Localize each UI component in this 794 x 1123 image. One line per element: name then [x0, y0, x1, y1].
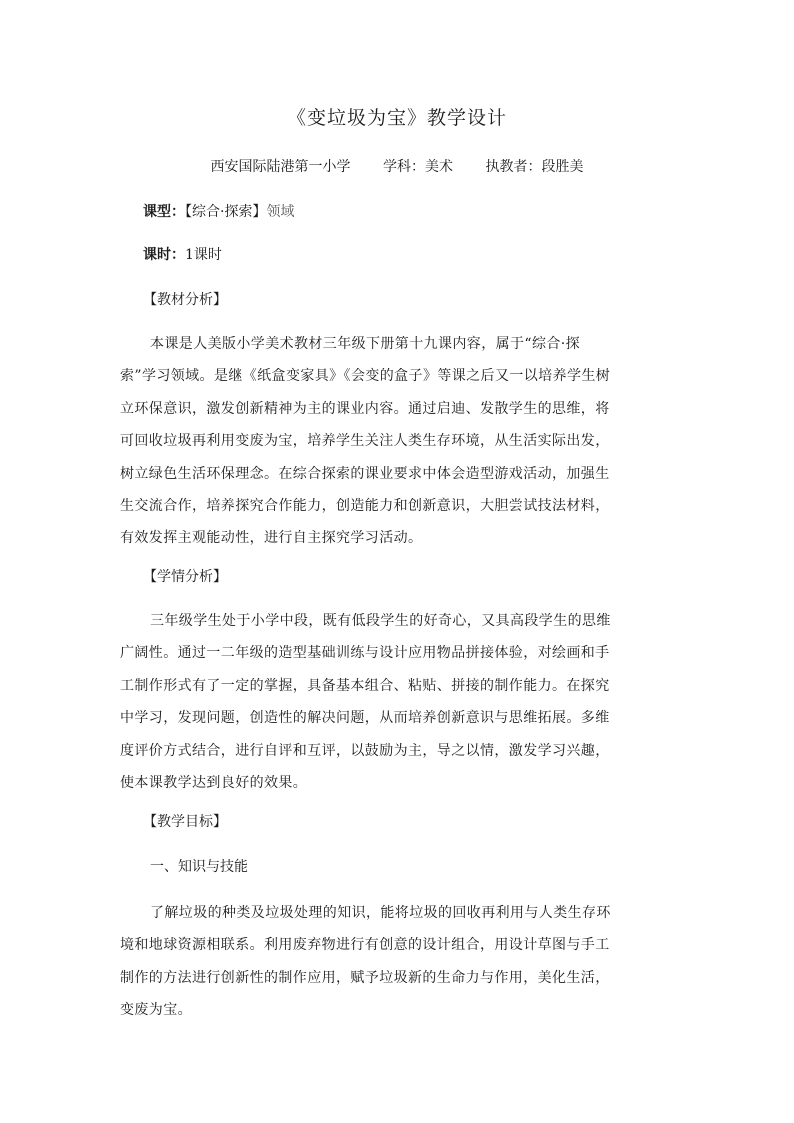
lesson-type: [143, 200, 294, 224]
paragraph-line: 可回收垃圾再利用变废为宝，培养学生关注人类生存环境，从生活实际出发，: [120, 433, 610, 450]
paragraph-line: 制作的方法进行创新性的制作应用，赋予垃圾新的生命力与作用，美化生活，: [120, 969, 610, 986]
paragraph-line: 三年级学生处于小学中段，既有低段学生的好奇心，又具高段学生的思维: [150, 613, 611, 629]
lesson-time-value: 1课时: [185, 247, 222, 263]
paragraph-line: 有效发挥主观能动性，进行自主探究学习活动。: [120, 530, 423, 547]
lesson-type-label: 课型：: [143, 204, 185, 220]
teacher-label: 执教者：段胜美: [485, 159, 584, 175]
paragraph-line: 中学习，发现问题，创造性的解决问题，从而培养创新意识与思维拓展。多维: [120, 710, 610, 727]
lesson-time: [143, 243, 222, 267]
lesson-type-bracket: 【综合·探索】: [185, 204, 267, 220]
paragraph-line: 广阔性。通过一二年级的造型基础训练与设计应用物品拼接体验，对绘画和手: [120, 645, 610, 662]
subject-label: 学科：美术: [383, 159, 453, 175]
paragraph-line: 立环保意识，激发创新精神为主的课业内容。通过启迪、发散学生的思维，将: [120, 400, 610, 417]
section-heading-textbook: 【教材分析】: [143, 292, 227, 308]
paragraph-line: 索”学习领域。是继《纸盒变家具》《会变的盒子》等课之后又一以培养学生树: [120, 368, 611, 385]
paragraph-textbook: [120, 328, 678, 555]
paragraph-line: 使本课教学达到良好的效果。: [120, 775, 308, 792]
paragraph-line: 了解垃圾的种类及垃圾处理的知识，能将垃圾的回收再利用与人类生存环: [150, 905, 611, 921]
section-heading-students: 【学情分析】: [143, 569, 227, 585]
paragraph-line: 本课是人美版小学美术教材三年级下册第十九课内容，属于“综合·探: [150, 336, 581, 352]
subtitle-line: [0, 155, 794, 179]
section-heading-goals: 【教学目标】: [143, 814, 227, 830]
sub-heading-knowledge: 一、知识与技能: [150, 859, 248, 875]
paragraph-students: [120, 605, 678, 799]
document-title: 《变垃圾为宝》教学设计: [286, 107, 507, 129]
paragraph-line: 工制作形式有了一定的掌握，具备基本组合、粘贴、拼接的制作能力。在探究: [120, 677, 610, 694]
paragraph-line: 变废为宝。: [120, 1002, 192, 1019]
paragraph-line: 境和地球资源相联系。利用废弃物进行有创意的设计组合，用设计草图与手工: [120, 937, 610, 954]
lesson-time-label: 课时：: [143, 247, 185, 263]
lesson-type-suffix: 领域: [266, 204, 295, 220]
paragraph-line: 生交流合作，培养探究合作能力，创造能力和创新意识，大胆尝试技法材料，: [120, 498, 610, 515]
paragraph-goals: [120, 897, 678, 1027]
school-name: 西安国际陆港第一小学: [210, 159, 351, 175]
paragraph-line: 度评价方式结合，进行自评和互评，以鼓励为主，导之以情，激发学习兴趣，: [120, 742, 610, 759]
paragraph-line: 树立绿色生活环保理念。在综合探索的课业要求中体会造型游戏活动，加强生: [120, 465, 610, 482]
